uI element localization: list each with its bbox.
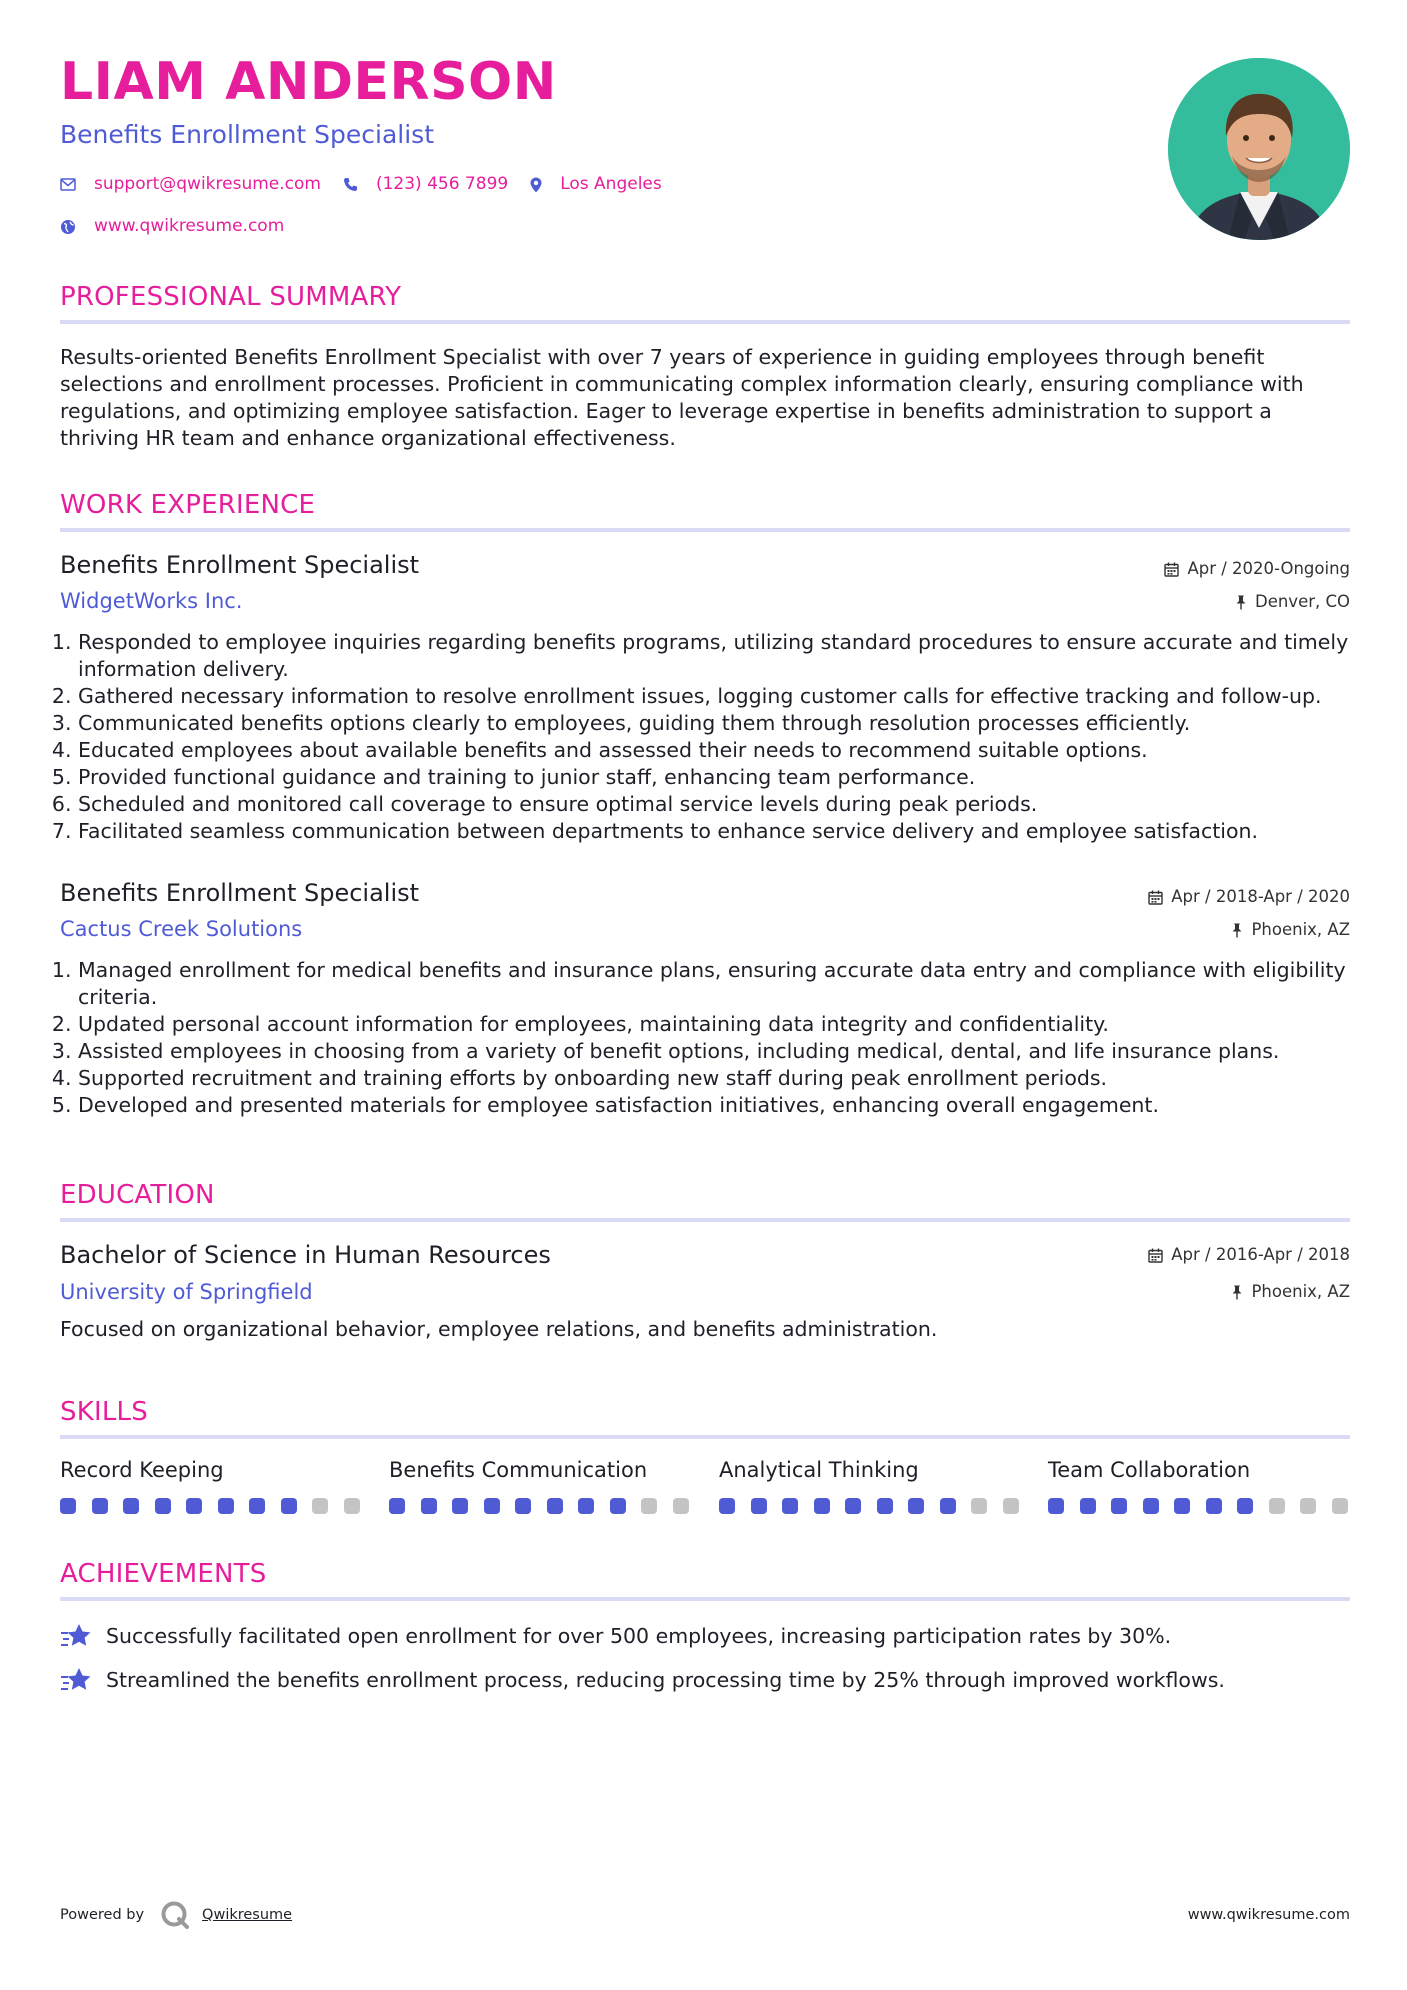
list-item: 3. Communicated benefits options clearly to employees, guiding them through resolution processes efficiently. [78, 710, 1368, 737]
pushpin-icon [1235, 595, 1247, 610]
rating-dot-filled [1080, 1498, 1096, 1514]
education-heading: EDUCATION [60, 1180, 215, 1210]
education-location-text: Phoenix, AZ [1251, 1282, 1350, 1301]
job-location [1235, 594, 1350, 611]
section-divider [60, 528, 1350, 532]
rating-dot-empty [1269, 1498, 1285, 1514]
section-divider [60, 1218, 1350, 1222]
rating-dot-filled [578, 1498, 594, 1514]
rating-dot-filled [421, 1498, 437, 1514]
skill-item [60, 1460, 360, 1481]
skill-rating [719, 1498, 1034, 1514]
rating-dot-filled [782, 1498, 798, 1514]
calendar-icon [1148, 1248, 1163, 1263]
rating-dot-filled [1111, 1498, 1127, 1514]
email-link[interactable]: support@qwikresume.com [94, 174, 321, 194]
contact-row [60, 176, 662, 193]
profile-photo [1168, 58, 1350, 240]
rating-dot-filled [484, 1498, 500, 1514]
job-dates-text: Apr / 2018-Apr / 2020 [1171, 887, 1350, 906]
rating-dot-filled [452, 1498, 468, 1514]
rating-dot-filled [1174, 1498, 1190, 1514]
footer-website[interactable]: www.qwikresume.com [1187, 1907, 1350, 1923]
location-pin-icon [530, 177, 542, 193]
rating-dot-filled [515, 1498, 531, 1514]
rating-dot-filled [940, 1498, 956, 1514]
section-divider [60, 320, 1350, 324]
job-role: Benefits Enrollment Specialist [60, 551, 420, 579]
rating-dot-filled [751, 1498, 767, 1514]
job-company: WidgetWorks Inc. [60, 589, 243, 613]
phone-number[interactable]: (123) 456 7899 [375, 174, 509, 194]
skill-name: Team Collaboration [1048, 1458, 1251, 1482]
rating-dot-filled [719, 1498, 735, 1514]
rating-dot-filled [1206, 1498, 1222, 1514]
rating-dot-filled [60, 1498, 76, 1514]
qwikresume-logo-icon [160, 1900, 190, 1930]
rating-dot-filled [92, 1498, 108, 1514]
education-dates [1148, 1247, 1350, 1264]
rating-dot-filled [186, 1498, 202, 1514]
list-item: 4. Supported recruitment and training efforts by onboarding new staff during peak enrollment periods. [78, 1065, 1368, 1092]
achievements-heading: ACHIEVEMENTS [60, 1559, 267, 1589]
job-location [1231, 922, 1350, 939]
calendar-icon [1164, 562, 1179, 577]
job-bullets [60, 957, 1368, 1119]
education-location [1231, 1284, 1350, 1301]
rating-dot-filled [389, 1498, 405, 1514]
rating-dot-empty [1003, 1498, 1019, 1514]
job-role: Benefits Enrollment Specialist [60, 879, 420, 907]
summary-heading: PROFESSIONAL SUMMARY [60, 282, 402, 312]
rating-dot-empty [1332, 1498, 1348, 1514]
rating-dot-empty [344, 1498, 360, 1514]
footer-powered-by [60, 1900, 292, 1930]
list-item: 1. Managed enrollment for medical benefits and insurance plans, ensuring accurate data entry and compliance with eligibility criteria. [78, 957, 1368, 1011]
list-item: 1. Responded to employee inquiries regarding benefits programs, utilizing standard procedures to ensure accurate and timely information delivery. [78, 629, 1368, 683]
rating-dot-filled [249, 1498, 265, 1514]
rating-dot-filled [814, 1498, 830, 1514]
skill-name: Record Keeping [60, 1458, 224, 1482]
achievement-text: Streamlined the benefits enrollment process, reducing processing time by 25% through improved workflows. [106, 1667, 1225, 1692]
list-item: 6. Scheduled and monitored call coverage to ensure optimal service levels during peak periods. [78, 791, 1368, 818]
candidate-title: Benefits Enrollment Specialist [60, 120, 435, 149]
phone-icon [343, 177, 358, 192]
list-item: 2. Gathered necessary information to resolve enrollment issues, logging customer calls for effective tracking and follow-up. [78, 683, 1368, 710]
section-divider [60, 1597, 1350, 1601]
achievement-item [60, 1665, 1225, 1695]
skills-heading: SKILLS [60, 1397, 148, 1427]
skill-item [1048, 1460, 1348, 1481]
achievement-item [60, 1621, 1171, 1651]
skill-rating [389, 1498, 704, 1514]
rating-dot-empty [312, 1498, 328, 1514]
rating-dot-filled [1143, 1498, 1159, 1514]
calendar-icon [1148, 890, 1163, 905]
experience-heading: WORK EXPERIENCE [60, 490, 316, 520]
rating-dot-filled [123, 1498, 139, 1514]
star-badge-icon [60, 1665, 92, 1695]
rating-dot-filled [610, 1498, 626, 1514]
job-bullets [60, 629, 1368, 845]
rating-dot-filled [547, 1498, 563, 1514]
star-badge-icon [60, 1621, 92, 1651]
powered-by-label: Powered by [60, 1907, 145, 1923]
rating-dot-filled [908, 1498, 924, 1514]
list-item: 2. Updated personal account information for employees, maintaining data integrity and confidentiality. [78, 1011, 1368, 1038]
achievement-text: Successfully facilitated open enrollment for over 500 employees, increasing participation rates by 30%. [106, 1623, 1172, 1648]
website-row [60, 218, 284, 235]
skill-rating [1048, 1498, 1363, 1514]
rating-dot-filled [877, 1498, 893, 1514]
job-company: Cactus Creek Solutions [60, 917, 303, 941]
summary-text: Results-oriented Benefits Enrollment Specialist with over 7 years of experience in guiding employees through benefit selections and enrollment processes. Proficient in communicating complex information clearly, ensuring compliance with regulations, and optimizing employee satisfaction. Eager to leverage expertise in benefits administration to support a thriving HR team and enhance organizational effectiveness. [60, 345, 1304, 450]
degree-title: Bachelor of Science in Human Resources [60, 1241, 551, 1269]
website-link[interactable]: www.qwikresume.com [94, 216, 285, 236]
list-item: 5. Provided functional guidance and training to junior staff, enhancing team performance. [78, 764, 1368, 791]
skill-name: Benefits Communication [389, 1458, 648, 1482]
globe-icon [60, 219, 76, 235]
job-dates [1164, 561, 1350, 578]
list-item: 7. Facilitated seamless communication between departments to enhance service delivery and employee satisfaction. [78, 818, 1368, 845]
job-location-text: Phoenix, AZ [1251, 920, 1350, 939]
skill-item [719, 1460, 1019, 1481]
education-dates-text: Apr / 2016-Apr / 2018 [1171, 1245, 1350, 1264]
rating-dot-filled [845, 1498, 861, 1514]
list-item: 4. Educated employees about available benefits and assessed their needs to recommend suitable options. [78, 737, 1368, 764]
rating-dot-filled [281, 1498, 297, 1514]
rating-dot-empty [1300, 1498, 1316, 1514]
rating-dot-empty [971, 1498, 987, 1514]
envelope-icon [60, 178, 76, 191]
skill-rating [60, 1498, 375, 1514]
pushpin-icon [1231, 923, 1243, 938]
rating-dot-filled [1048, 1498, 1064, 1514]
brand-link[interactable]: Qwikresume [202, 1907, 293, 1923]
list-item: 3. Assisted employees in choosing from a variety of benefit options, including medical, dental, and life insurance plans. [78, 1038, 1368, 1065]
list-item: 5. Developed and presented materials for employee satisfaction initiatives, enhancing overall engagement. [78, 1092, 1368, 1119]
candidate-name: LIAM ANDERSON [60, 52, 557, 112]
resume-page [60, 0, 1350, 1990]
job-location-text: Denver, CO [1254, 592, 1350, 611]
rating-dot-filled [218, 1498, 234, 1514]
rating-dot-empty [641, 1498, 657, 1514]
job-dates [1148, 889, 1350, 906]
rating-dot-empty [673, 1498, 689, 1514]
job-dates-text: Apr / 2020-Ongoing [1187, 559, 1350, 578]
education-description: Focused on organizational behavior, employee relations, and benefits administration. [60, 1317, 938, 1341]
school-name: University of Springfield [60, 1280, 313, 1304]
skill-name: Analytical Thinking [719, 1458, 919, 1482]
rating-dot-filled [155, 1498, 171, 1514]
location-text: Los Angeles [560, 174, 662, 194]
skill-item [389, 1460, 689, 1481]
rating-dot-filled [1237, 1498, 1253, 1514]
pushpin-icon [1231, 1285, 1243, 1300]
section-divider [60, 1435, 1350, 1439]
